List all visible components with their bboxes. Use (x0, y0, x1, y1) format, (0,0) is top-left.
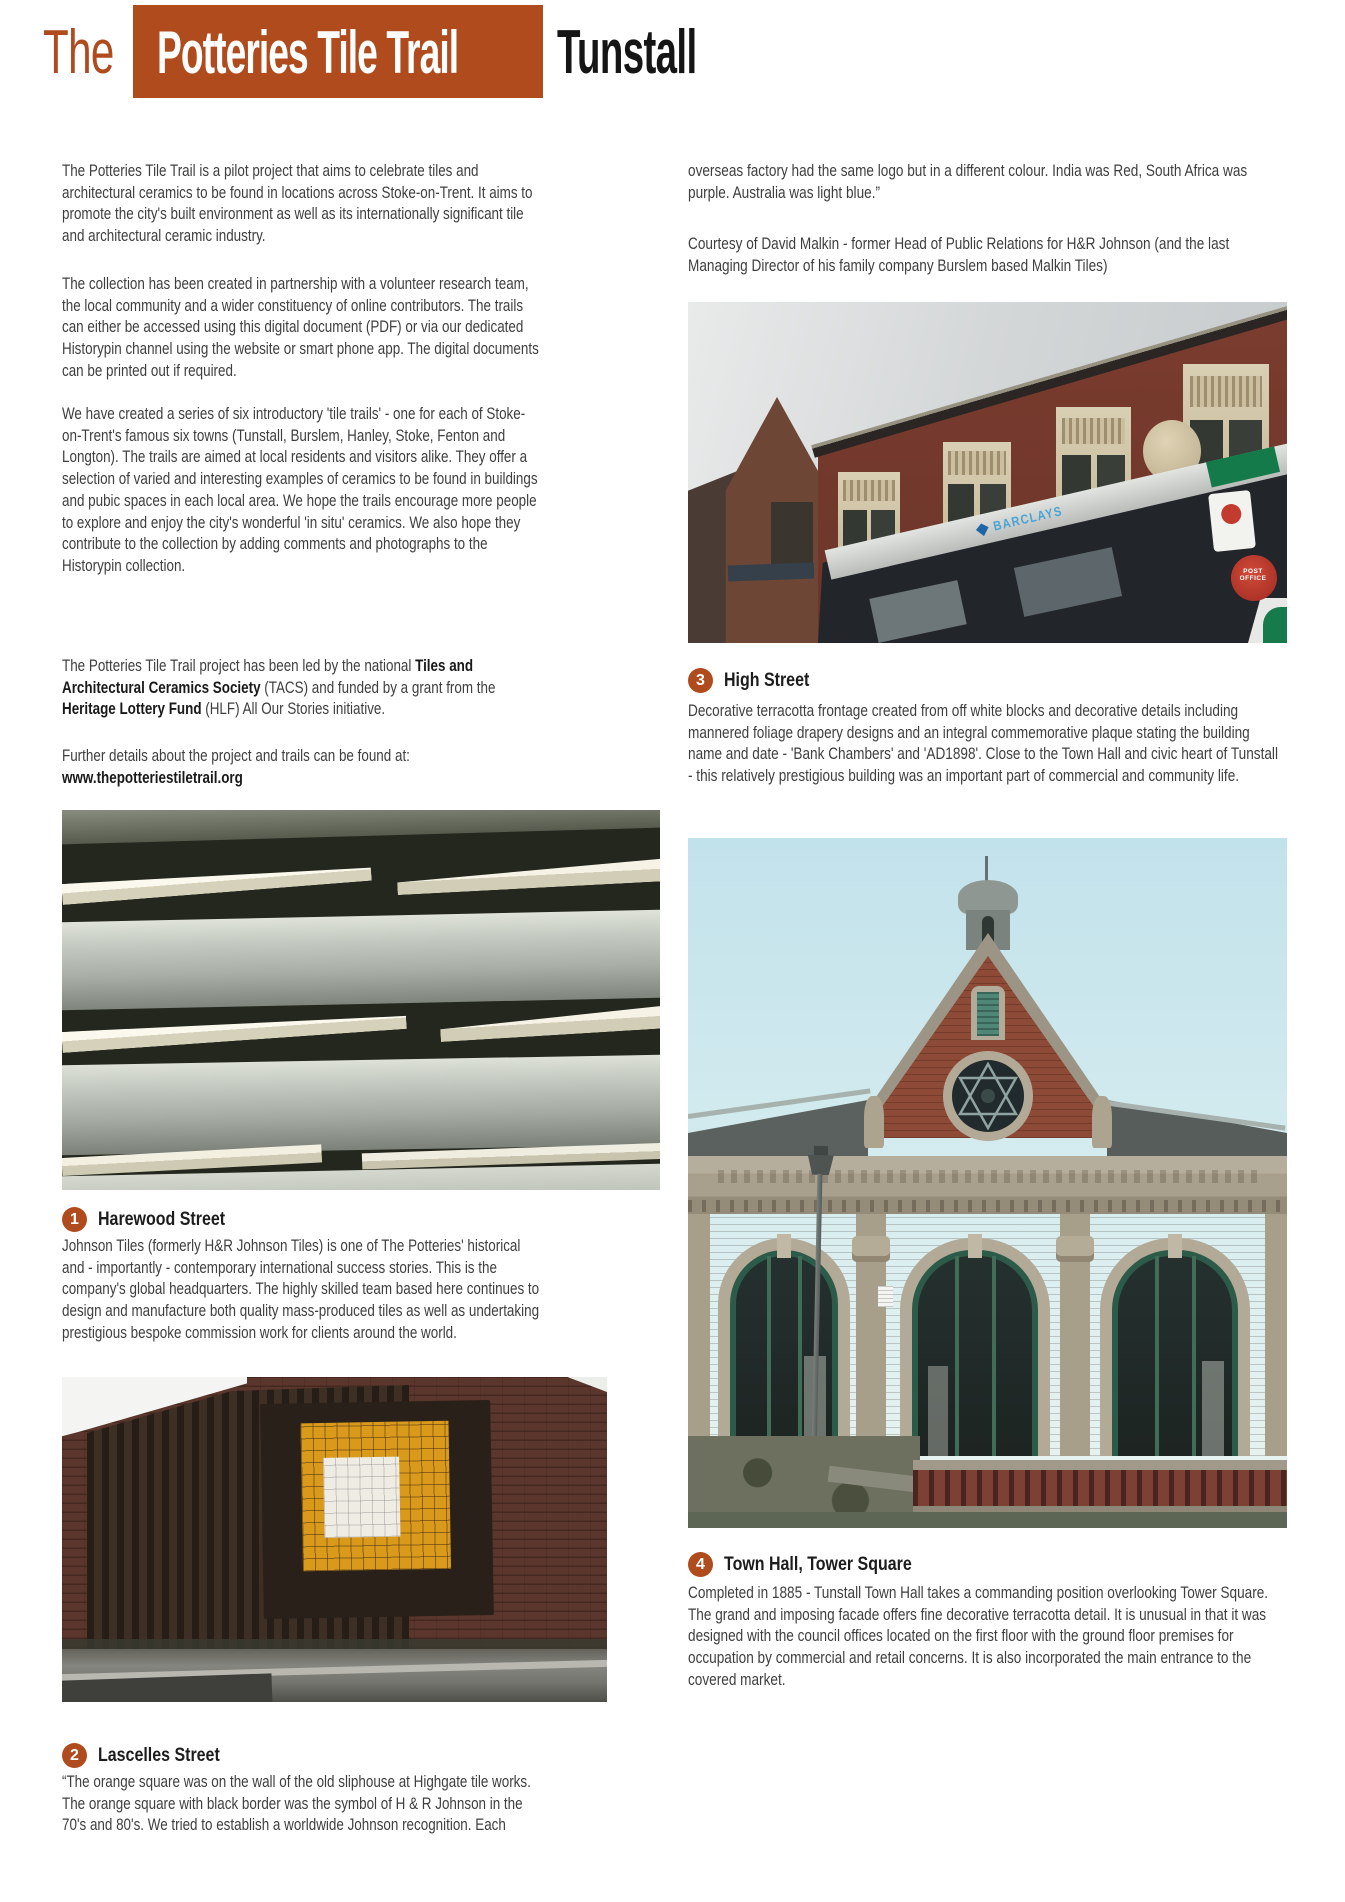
intro-paragraph-2: The collection has been created in partnership with a volunteer research team, the local community and a wider constituency of online contributors. The trails can either be accessed using this digital document (PDF) or via our dedicated Historypin channel using the website or smart phone app. The digital documents can be printed out if required. (62, 274, 539, 380)
white-hanging-sign (1208, 490, 1256, 552)
balusters (913, 1470, 1287, 1506)
window-frame (1112, 1250, 1238, 1456)
keystone (968, 1234, 982, 1258)
green-fascia-corner (1263, 607, 1287, 643)
intro-paragraph-credits (62, 655, 544, 720)
mullion (1155, 1256, 1159, 1456)
barclays-eagle-icon (975, 522, 991, 538)
kiln-roller (62, 910, 660, 1011)
cupola-dome (958, 880, 1018, 914)
stone-urn (864, 1096, 884, 1148)
window-glass (918, 1256, 1032, 1456)
tile-blank (62, 860, 372, 905)
section-body: Decorative terracotta frontage created from off white blocks and decorative details including mannered foliage drapery designs and an integral commemorative plaque stating the building name and date - 'Bank Chambers' and 'AD1898'. Close to the Town Hall and civic heart of Tunstall - this relatively prestigious building was an important part of commercial and community life. (688, 701, 1278, 786)
section-title: Town Hall, Tower Square (724, 1553, 912, 1575)
carved-inscription-band (718, 1170, 1258, 1183)
section-title: Lascelles Street (98, 1744, 220, 1766)
marker-2-badge: 2 (62, 1743, 87, 1768)
carved-frieze (948, 451, 1005, 475)
carved-frieze (843, 480, 895, 501)
stone-urn (1092, 1096, 1112, 1148)
lamp-cap (814, 1146, 828, 1156)
terracotta-balustrade (913, 1460, 1287, 1514)
section-title: High Street (724, 669, 810, 691)
mullion (955, 1256, 959, 1456)
header-title-block (133, 5, 543, 98)
carved-frieze (1062, 418, 1125, 444)
pilaster-capital (1056, 1236, 1094, 1262)
mossy-ledge (688, 1512, 1287, 1528)
marker-3-badge: 3 (688, 668, 713, 693)
rose-window (940, 1048, 1036, 1144)
post-office-sign-text: POST OFFICE (1239, 568, 1267, 582)
arched-window (1100, 1238, 1250, 1456)
carved-frieze (1190, 376, 1262, 407)
curtain (1202, 1361, 1224, 1456)
marker-1-badge: 1 (62, 1207, 87, 1232)
mullion (992, 1256, 996, 1456)
section-body: Completed in 1885 - Tunstall Town Hall takes a commanding position overlooking Tower Square. The grand and imposing facade offers fine decorative terracotta detail. It is unusual in that it was designed with the council offices located on the first floor with the ground floor premises for occupation by commercial and retail concerns. It is also incorporated the main entrance to the covered market. (688, 1583, 1269, 1689)
keystone (1168, 1234, 1182, 1258)
gable-window (771, 502, 813, 570)
stone-pilaster (1060, 1214, 1090, 1456)
header-title: Potteries Tile Trail (157, 19, 459, 86)
photo-harewood-street (62, 810, 660, 1190)
sign-roundel (1220, 503, 1242, 525)
further-details-text: Further details about the project and trails can be found at: (62, 746, 410, 765)
project-url-link[interactable]: www.thepotteriestiletrail.org (62, 767, 243, 787)
credits-text-mid: (TACS) and funded by a grant from the (260, 677, 496, 697)
section-body: “The orange square was on the wall of the old sliphouse at Highgate tile works. The orange square with black border was the symbol of H & R Johnson in the 70's and 80's. We tried to establish a worldwide Johnson recognition. Each (62, 1772, 531, 1835)
credits-text-end: (HLF) All Our Stories initiative. (201, 699, 386, 719)
post-office-roundel (1231, 555, 1277, 601)
section-title: Harewood Street (98, 1208, 226, 1230)
balustrade-rail (913, 1460, 1287, 1470)
credits-text: The Potteries Tile Trail project has been led by the national (62, 656, 416, 675)
header (0, 0, 1345, 110)
photo-town-hall (688, 838, 1287, 1528)
stone-pilaster (856, 1214, 886, 1456)
orange-square-mural (260, 1400, 494, 1619)
pilaster-capital (852, 1236, 890, 1262)
quote-continuation: overseas factory had the same logo but in a different colour. India was Red, South Africa was purple. Australia was light blue.” (688, 161, 1248, 202)
photo-high-street (688, 302, 1287, 643)
photo-lascelles-street (62, 1377, 607, 1702)
intro-paragraph-1: The Potteries Tile Trail is a pilot project that aims to celebrate tiles and architectural ceramics to be found in locations across Stoke-on-Trent. It aims to promote the city's built environment as well as its internationally significant tile and architectural ceramic industry. (62, 161, 533, 246)
kiln-roller (62, 1055, 660, 1156)
courtesy-note: Courtesy of David Malkin - former Head of Public Relations for H&R Johnson (and the last Managing Director of his family company Burslem based Malkin Tiles) (688, 234, 1230, 275)
tile-blank (62, 1008, 407, 1053)
shop-awning (728, 563, 815, 582)
tacs-name: Tiles and Architectural Ceramics Society (62, 656, 474, 697)
keystone (777, 1234, 791, 1258)
white-tile-square (323, 1457, 400, 1538)
sky-corner (562, 1377, 607, 1392)
kiln-roller (62, 810, 660, 845)
intro-paragraph-3: We have created a series of six introductory 'tile trails' - one for each of Stoke-on-Trent's famous six towns (Tunstall, Burslem, Hanley, Stoke, Fenton and Longton). The trails are aimed at local residents and visitors alike. They offer a selection of varied and interesting examples of ceramics to be found in buildings and pubic spaces in each local area. We hope the trails encourage more people to explore and enjoy the city's wonderful 'in situ' ceramics. We also hope they contribute to the collection by adding comments and photographs to the Historypin collection. (62, 404, 538, 575)
barclays-sign-text: BARCLAYS (991, 503, 1064, 534)
louvre-frame (971, 986, 1005, 1040)
header-prefix: The (43, 18, 114, 87)
cupola-finial (985, 856, 988, 882)
section-body: Johnson Tiles (formerly H&R Johnson Tiles) is one of The Potteries' historical and - importantly - contemporary international success stories. This is the company's global headquarters. The highly skilled team based here continues to design and manufacture both quality mass-produced tiles as well as undertaking prestigious bespoke commission work for clients around the world. (62, 1236, 540, 1342)
stone-pilaster (1265, 1214, 1287, 1456)
tile-blank (440, 1005, 660, 1042)
louvre-vent (977, 992, 999, 1036)
header-town: Tunstall (557, 18, 697, 87)
stone-pilaster (688, 1214, 710, 1456)
window-glass (1118, 1256, 1232, 1456)
white-notice (878, 1286, 893, 1307)
mullion (1192, 1256, 1196, 1456)
cornice-frieze (688, 1156, 1287, 1214)
lamp-head (807, 1155, 833, 1176)
window-frame (912, 1250, 1038, 1456)
tile-blank (397, 858, 660, 895)
hlf-name: Heritage Lottery Fund (62, 699, 202, 719)
dentil-course (688, 1200, 1287, 1212)
mullion (767, 1256, 771, 1456)
curtain (928, 1366, 948, 1456)
marker-4-badge: 4 (688, 1552, 713, 1577)
arched-window (900, 1238, 1050, 1456)
further-details (62, 745, 544, 788)
